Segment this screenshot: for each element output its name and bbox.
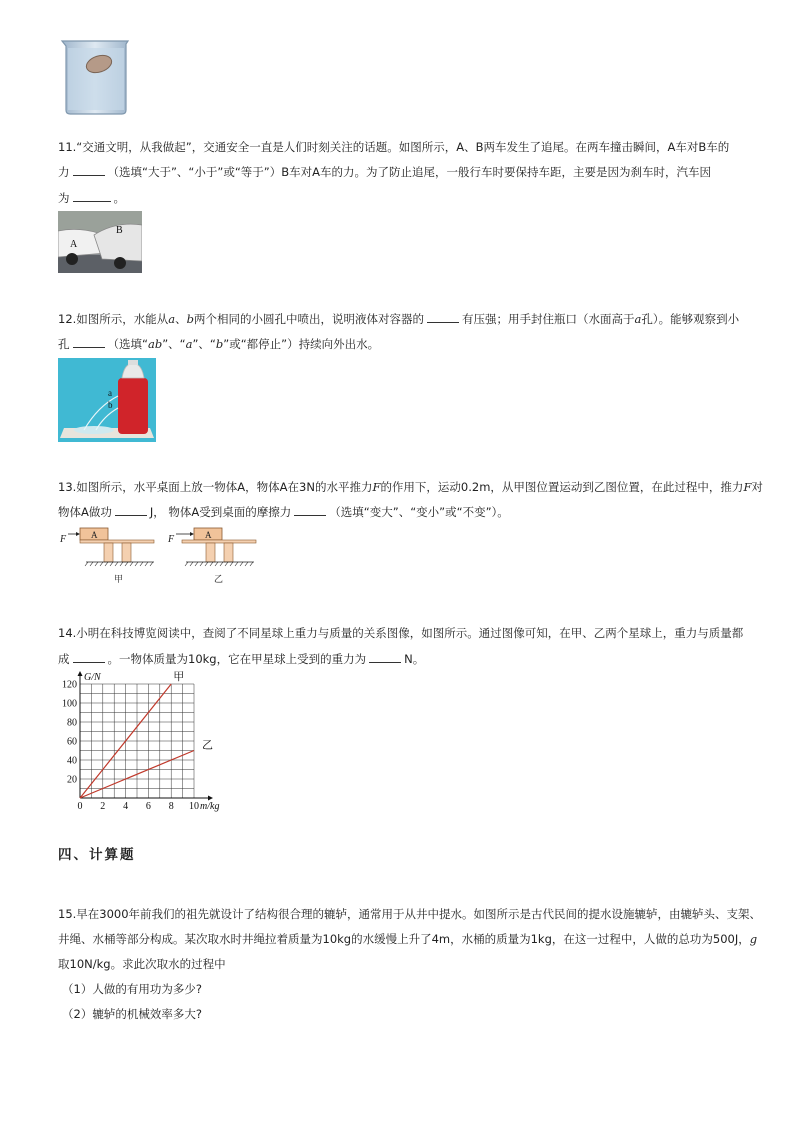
- y-tick-label: 40: [67, 755, 77, 767]
- x-tick-label: 2: [100, 801, 106, 812]
- figure-yi-label: 乙: [214, 574, 224, 584]
- y-axis-arrow: [78, 671, 83, 676]
- hole-b-label: b: [108, 400, 113, 410]
- q15-line-1: 15.早在3000年前我们的祖先就设计了结构很合理的辘轳，通常用于从井中提水。如图所示是古代民间的提水设施辘轳，由辘轳头、支架、: [58, 907, 762, 921]
- q15-line-3: 取10N/kg。求此次取水的过程中: [58, 957, 226, 971]
- series-label-yi: 乙: [202, 739, 213, 752]
- block-label-yi: A: [205, 530, 212, 540]
- x-axis-arrow: [208, 796, 213, 801]
- x-tick-label: 10: [189, 801, 199, 812]
- q12-blank-1: [427, 311, 459, 323]
- x-tick-label: 6: [145, 801, 151, 812]
- y-tick-label: 20: [67, 774, 77, 786]
- q13-blank-2: [294, 504, 326, 516]
- y-tick-label: 80: [67, 717, 77, 729]
- block-label-jia: A: [91, 530, 98, 540]
- y-axis-label: G/N: [84, 672, 101, 683]
- q15-sub-1: （1）人做的有用功为多少?: [62, 982, 202, 996]
- q14-line-1: 14.小明在科技博览阅读中，查阅了不同星球上重力与质量的关系图像，如图所示。通过图像可知，在甲、乙两个星球上，重力与质量都: [58, 626, 744, 640]
- x-tick-label: 4: [123, 801, 129, 812]
- hole-a-label: a: [108, 388, 112, 398]
- q11-line-1: 11.“交通文明，从我做起”，交通安全一直是人们时刻关注的话题。如图所示，A、B两车发生了追尾。在两车撞击瞬间，A车对B车的: [58, 140, 730, 154]
- beaker-image: [58, 38, 134, 116]
- q15-sub-2: （2）辘轳的机械效率多大?: [62, 1007, 202, 1021]
- q15-line-2: 井绳、水桶等部分构成。某次取水时井绳拉着质量为10kg的水缓慢上升了4m，水桶的质量为1kg，在这一过程中，人做的总功为500J，g: [58, 932, 758, 946]
- x-tick-label: 8: [168, 801, 174, 812]
- figure-jia-label: 甲: [114, 574, 124, 584]
- y-tick-label: 120: [62, 679, 77, 691]
- q13-blank-1: [115, 504, 147, 516]
- chart-svg: [58, 670, 238, 812]
- q11-blank-2: [73, 190, 111, 202]
- gravity-mass-chart: [58, 670, 238, 812]
- section-4-heading: 四、计算题: [58, 847, 136, 863]
- q11-line-2: 力 （选填“大于”、“小于”或“等于”）B车对A车的力。为了防止追尾，一般行车时要保持车距，主要是因为刹车时，汽车因: [58, 165, 711, 179]
- q12-line-2: 孔 （选填“ab”、“a”、“b”或“都停止”）持续向外出水。: [58, 337, 380, 351]
- q12-line-1: 12.如图所示，水能从a、b两个相同的小圆孔中喷出，说明液体对容器的 有压强；用手封住瓶口（水面高于a孔）。能够观察到小: [58, 312, 740, 326]
- series-label-jia: 甲: [173, 671, 185, 683]
- car-a-label: A: [70, 239, 78, 250]
- q14-line-2: 成 。一物体质量为10kg，它在甲星球上受到的重力为 N。: [58, 652, 425, 666]
- q14-blank-2: [369, 651, 401, 663]
- x-tick-label: 0: [77, 801, 83, 812]
- q13-line-1: 13.如图所示，水平桌面上放一物体A，物体A在3N的水平推力F的作用下，运动0.2m，从甲图位置运动到乙图位置，在此过程中，推力F对: [58, 480, 763, 494]
- push-block-diagram: [58, 525, 258, 587]
- force-label-yi: F: [168, 534, 175, 545]
- q11-blank-1: [73, 164, 105, 176]
- y-tick-label: 100: [62, 698, 77, 710]
- q11-line-3: 为 。: [58, 191, 125, 205]
- y-tick-label: 60: [67, 736, 77, 748]
- water-bottle-photo: [58, 358, 156, 442]
- car-b-label: B: [116, 225, 123, 236]
- force-label-jia: F: [60, 534, 67, 545]
- q14-blank-1: [73, 651, 105, 663]
- x-axis-label: m/kg: [200, 801, 220, 812]
- car-collision-photo: [58, 211, 142, 273]
- q12-blank-2: [73, 336, 105, 348]
- q13-line-2: 物体A做功 J， 物体A受到桌面的摩擦力 （选填“变大”、“变小”或“不变”）。: [58, 505, 509, 519]
